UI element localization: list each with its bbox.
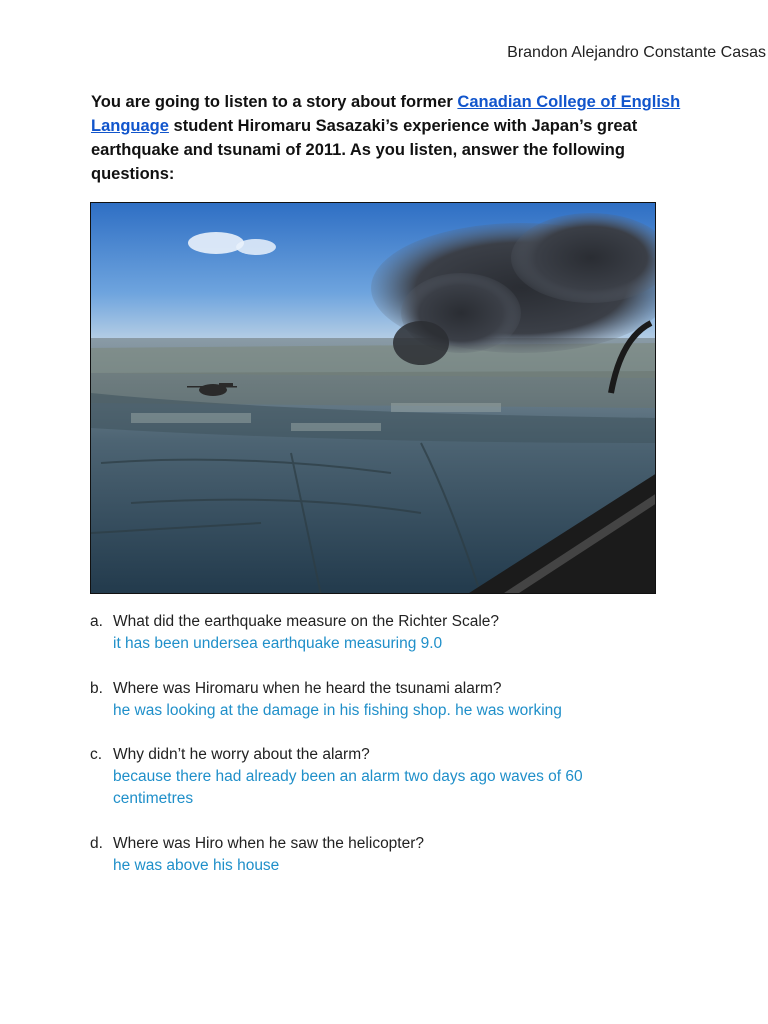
answer-text: it has been undersea earthquake measuring 9.0: [113, 635, 443, 652]
question-text: What did the earthquake measure on the Richter Scale?: [113, 613, 500, 630]
question-letter: d.: [90, 835, 103, 852]
question-b: [90, 678, 730, 722]
question-letter: b.: [90, 680, 103, 697]
answer-text: he was looking at the damage in his fishing shop. he was working: [113, 702, 562, 719]
question-c: [90, 744, 730, 810]
question-text: Why didn’t he worry about the alarm?: [113, 746, 370, 763]
tsunami-photo: [90, 202, 656, 594]
answer-text: he was above his house: [113, 857, 280, 874]
question-row: [90, 744, 730, 766]
question-text: Where was Hiro when he saw the helicopter?: [113, 835, 425, 852]
question-row: [90, 611, 730, 633]
question-letter: a.: [90, 613, 103, 630]
answer-text: because there had already been an alarm two days ago waves of 60 centimetres: [113, 768, 583, 807]
tsunami-photo-illustration: [91, 203, 656, 594]
author-name: Brandon Alejandro Constante Casas: [507, 44, 766, 61]
question-a: [90, 611, 730, 655]
question-text: Where was Hiromaru when he heard the tsunami alarm?: [113, 680, 502, 697]
intro-text-end: student Hiromaru Sasazaki’s experience with Japan’s great earthquake and tsunami of 2011. As you listen, answer the following questions:: [91, 117, 638, 183]
intro-text-start: You are going to listen to a story about former: [91, 93, 458, 111]
question-row: [90, 678, 730, 700]
question-d: [90, 833, 730, 877]
intro-paragraph: [91, 90, 691, 186]
question-letter: c.: [90, 746, 103, 763]
college-link[interactable]: Canadian College of English Language: [91, 93, 681, 135]
question-row: [90, 833, 730, 855]
